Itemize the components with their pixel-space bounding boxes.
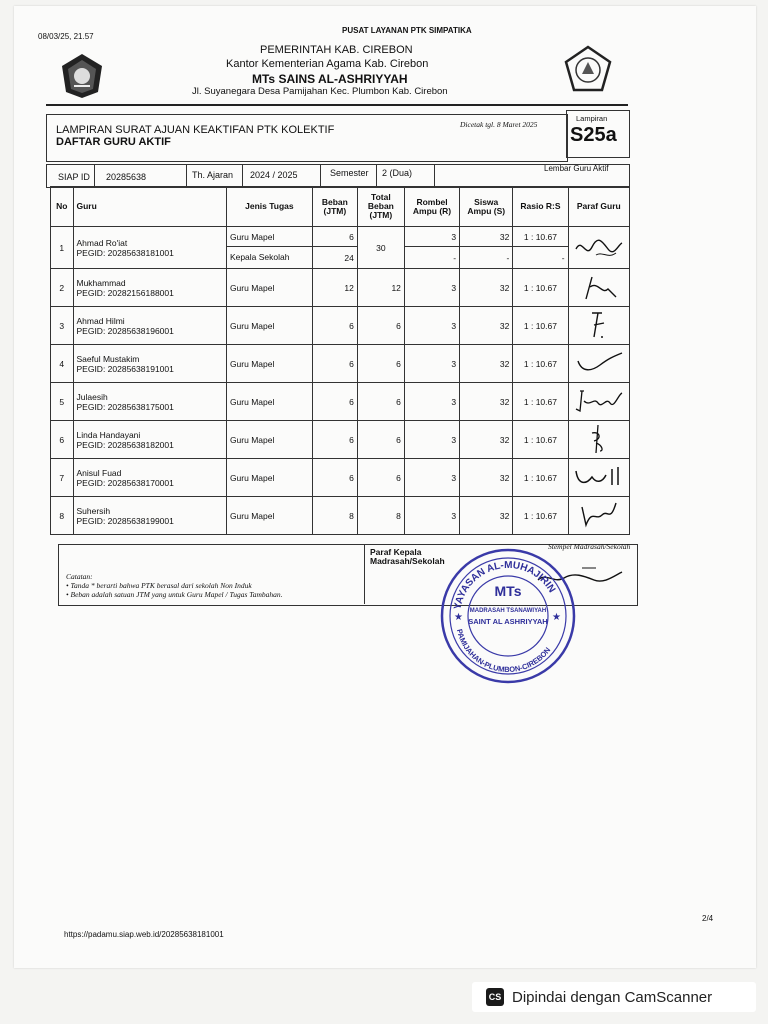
- printed-date: Dicetak tgl. 8 Maret 2025: [460, 120, 538, 129]
- table-row: 2 Mukhammad PEGID: 20282156188001 Guru Mapel 12 12 3 32 1 : 10.67: [51, 269, 630, 307]
- table-row: 3 Ahmad Hilmi PEGID: 20285638196001 Guru Mapel 6 6 3 32 1 : 10.67: [51, 307, 630, 345]
- semester-label: Semester: [330, 168, 369, 178]
- signature-cell: [568, 421, 629, 459]
- lampiran-code: S25a: [570, 124, 617, 146]
- letterhead-government: PEMERINTAH KAB. CIREBON: [260, 44, 413, 56]
- teacher-pegid: PEGID: 20285638196001: [76, 325, 174, 336]
- stamp-label: Stempel Madrasah/Sekolah: [548, 542, 631, 551]
- stamp-inner1: MADRASAH TSANAWIYAH: [469, 608, 547, 614]
- signature-cell: [568, 345, 629, 383]
- teacher-name: Ahmad Ro'iat: [76, 237, 128, 248]
- government-emblem-icon: [58, 52, 106, 100]
- camscanner-badge: [472, 982, 756, 1012]
- semester-value: 2 (Dua): [382, 168, 413, 178]
- table-row: 4 Saeful Mustakim PEGID: 20285638191001 Guru Mapel 6 6 3 32 1 : 10.67: [51, 345, 630, 383]
- table-row: 1 Ahmad Ro'iat PEGID: 20285638181001 Guru Mapel 6 30 3 32 1 : 10.67: [51, 227, 630, 247]
- page-number: 2/4: [702, 914, 714, 923]
- header-beban: Beban (JTM): [312, 187, 357, 227]
- signature-cell: [568, 497, 629, 535]
- ministry-emblem-icon: [562, 44, 614, 96]
- header-paraf: Paraf Guru: [568, 187, 629, 227]
- teacher-name: Suhersih: [76, 505, 111, 516]
- notes-heading: Catatan:: [66, 572, 93, 581]
- stamp-mts: MTs: [494, 583, 522, 599]
- principal-sign-label: Paraf Kepala Madrasah/Sekolah: [370, 547, 445, 566]
- siap-label: SIAP ID: [58, 172, 90, 182]
- note-asterisk: • Tanda * berarti bahwa PTK berasal dari sekolah Non Induk: [66, 581, 252, 590]
- svg-text:★: ★: [454, 612, 463, 623]
- school-stamp-icon: [438, 546, 578, 684]
- teacher-name: Anisul Fuad: [76, 467, 122, 478]
- teacher-name: Ahmad Hilmi: [76, 315, 125, 326]
- signature-cell: [568, 459, 629, 497]
- stamp-inner2: SAINT AL ASHRIYYAH: [468, 617, 548, 626]
- header-jenis-tugas: Jenis Tugas: [226, 187, 312, 227]
- table-row: 5 Julaesih PEGID: 20285638175001 Guru Mapel 6 6 3 32 1 : 10.67: [51, 383, 630, 421]
- teacher-table: No Guru Jenis Tugas Beban (JTM) Total Beban (JTM) Rombel Ampu (R) Siswa Ampu (S) Rasio R:S Paraf Guru 1 Ahmad Ro'iat PEGID: 20285638181001 Guru Mapel 6 30 3 32 1 : 10.67 Kepala Sekolah 24 - - - 2 Mukhammad PEGID: 20282156188001 Guru Mapel 12 12 3 32 1 : 10.67 3 Ahmad Hilmi PEGID: 20285638196001 Guru Mapel 6 6 3 32 1 : 10.67 4 Saeful Mustakim PEGID: 20285638191001 Guru Mapel 6 6 3 32 1 : 10.67 5 Julaesih PEGID: 20285638175001 Guru Mapel 6 6 3 32 1 : 10.67 6 Linda Handayani PEGID: 20285638182001 Guru Mapel 6 6 3 32 1 : 10.67 7 Anisul Fuad PEGID: 20285638170001 Guru Mapel 6 6 3 32 1 : 10.67 8 Suhersih PEGID: 20285638199001 Guru Mapel 8 8 3 32 1 : 10.67: [50, 186, 630, 535]
- signature-icon: [572, 461, 624, 493]
- signature-cell: [568, 269, 629, 307]
- teacher-name: Saeful Mustakim: [76, 353, 140, 364]
- header-total-beban: Total Beban (JTM): [357, 187, 404, 227]
- signature-icon: [572, 423, 624, 455]
- signature-cell: [568, 227, 629, 269]
- document-subtitle: DAFTAR GURU AKTIF: [56, 136, 171, 148]
- header-no: No: [51, 187, 74, 227]
- header-rombel: Rombel Ampu (R): [404, 187, 459, 227]
- svg-text:★: ★: [552, 612, 561, 623]
- teacher-name: Linda Handayani: [76, 429, 141, 440]
- stamp-outer-text: YAYASAN AL-MUHAJIRIN: [452, 559, 558, 611]
- table-row: 7 Anisul Fuad PEGID: 20285638170001 Guru Mapel 6 6 3 32 1 : 10.67: [51, 459, 630, 497]
- service-name: PUSAT LAYANAN PTK SIMPATIKA: [342, 26, 472, 35]
- note-beban: • Beban adalah satuan JTM yang untuk Guru Mapel / Tugas Tambahan.: [66, 590, 283, 599]
- lampiran-label: Lampiran: [576, 114, 608, 123]
- table-row: 8 Suhersih PEGID: 20285638199001 Guru Mapel 8 8 3 32 1 : 10.67: [51, 497, 630, 535]
- teacher-name: Julaesih: [76, 391, 108, 402]
- letterhead-address: Jl. Suyanegara Desa Pamijahan Kec. Plumbon Kab. Cirebon: [192, 86, 448, 97]
- source-url: https://padamu.siap.web.id/20285638181001: [64, 930, 224, 939]
- signature-icon: [572, 231, 624, 263]
- document-title: LAMPIRAN SURAT AJUAN KEAKTIFAN PTK KOLEKTIF: [56, 124, 335, 136]
- letterhead-school: MTs SAINS AL-ASHRIYYAH: [252, 72, 408, 86]
- teacher-pegid: PEGID: 20285638182001: [76, 439, 174, 450]
- academic-year-label: Th. Ajaran: [192, 170, 234, 180]
- teacher-pegid: PEGID: 20285638170001: [76, 477, 174, 488]
- signature-icon: [572, 499, 624, 531]
- academic-year-value: 2024 / 2025: [250, 170, 298, 180]
- stamp-bottom-text: PAMIJAHAN-PLUMBON-CIREBON: [454, 628, 553, 675]
- camscanner-label: Dipindai dengan CamScanner: [512, 988, 713, 1006]
- teacher-pegid: PEGID: 20285638191001: [76, 363, 174, 374]
- header-siswa: Siswa Ampu (S): [460, 187, 513, 227]
- letterhead-divider: [46, 104, 628, 106]
- document-page: [14, 6, 756, 968]
- header-guru: Guru: [73, 187, 226, 227]
- teacher-name: Mukhammad: [76, 277, 126, 288]
- table-row: 6 Linda Handayani PEGID: 20285638182001 Guru Mapel 6 6 3 32 1 : 10.67: [51, 421, 630, 459]
- header-rasio: Rasio R:S: [513, 187, 568, 227]
- camscanner-logo-icon: CS: [486, 988, 504, 1006]
- teacher-pegid: PEGID: 20285638181001: [76, 247, 174, 258]
- letterhead-office: Kantor Kementerian Agama Kab. Cirebon: [226, 58, 429, 70]
- teacher-pegid: PEGID: 20285638199001: [76, 515, 174, 526]
- siap-value: 20285638: [106, 172, 147, 182]
- table-header: [51, 187, 630, 227]
- teacher-pegid: PEGID: 20282156188001: [76, 287, 174, 298]
- svg-text:PAMIJAHAN-PLUMBON-CIREBON: [455, 628, 552, 674]
- signature-icon: [572, 271, 624, 303]
- signature-cell: [568, 383, 629, 421]
- signature-icon: [572, 347, 624, 379]
- signature-cell: [568, 307, 629, 345]
- print-timestamp: 08/03/25, 21.57: [38, 32, 94, 41]
- teacher-pegid: PEGID: 20285638175001: [76, 401, 174, 412]
- sheet-type: Lembar Guru Aktif: [544, 164, 609, 173]
- signature-icon: [572, 309, 624, 341]
- signature-icon: [572, 385, 624, 417]
